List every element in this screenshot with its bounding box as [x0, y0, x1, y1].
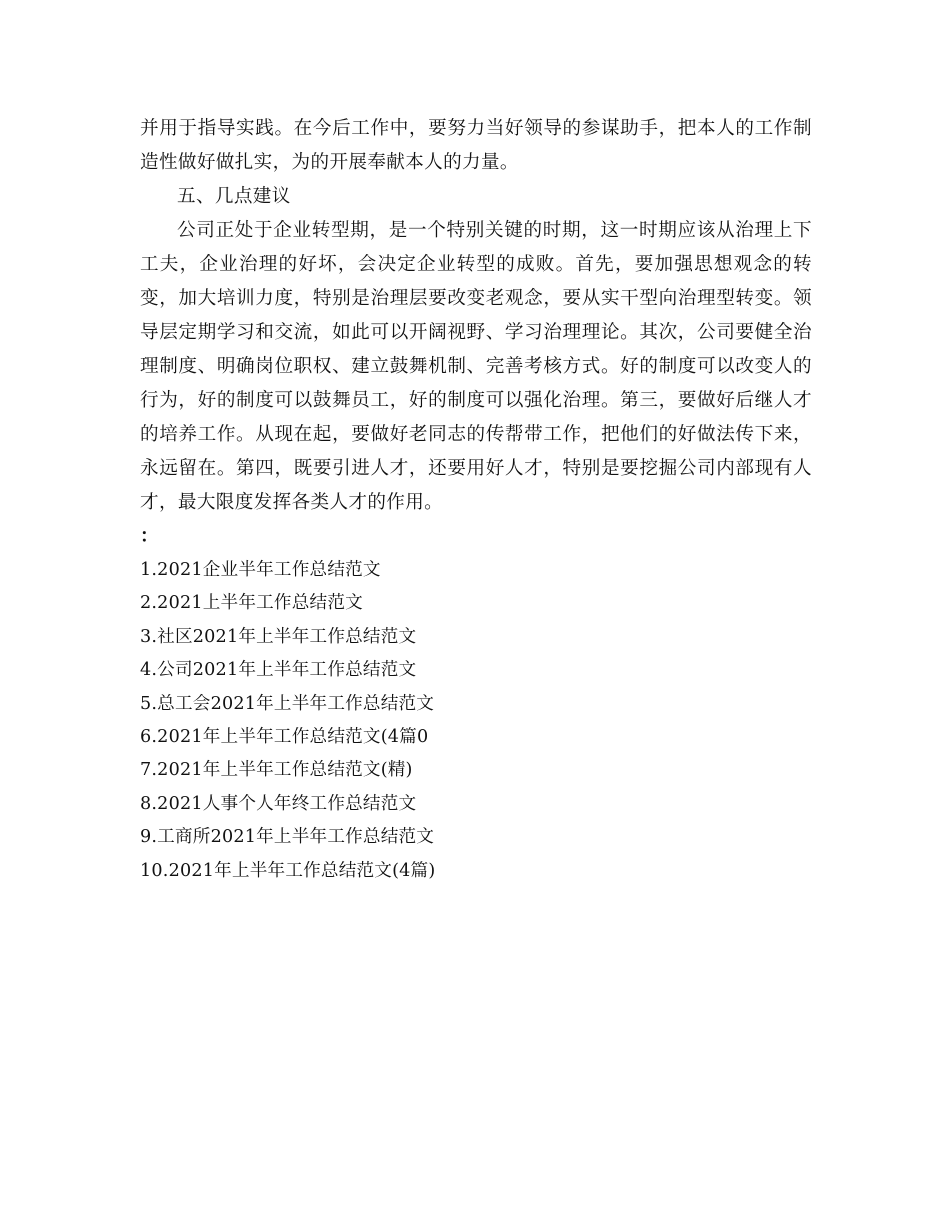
related-article-link[interactable]: 3.社区2021年上半年工作总结范文 [140, 626, 417, 647]
related-article-link[interactable]: 9.工商所2021年上半年工作总结范文 [140, 827, 435, 848]
related-articles-list [140, 554, 812, 888]
related-article-link[interactable]: 6.2021年上半年工作总结范文(4篇0 [140, 727, 429, 748]
paragraph-continuation: 并用于指导实践。在今后工作中，要努力当好领导的参谋助手，把本人的工作制造性做好做扎实，为的开展奉献本人的力量。 [140, 118, 812, 173]
related-article-link[interactable]: 7.2021年上半年工作总结范文(精) [140, 760, 413, 781]
section-heading: 五、几点建议 [177, 186, 291, 207]
related-article-link[interactable]: 5.总工会2021年上半年工作总结范文 [140, 693, 435, 714]
related-list-marker: ： [140, 526, 159, 547]
related-article-link[interactable]: 8.2021人事个人年终工作总结范文 [140, 793, 417, 814]
document-page [140, 112, 812, 888]
related-article-link[interactable]: 10.2021年上半年工作总结范文(4篇) [140, 860, 436, 881]
related-article-link[interactable]: 1.2021企业半年工作总结范文 [140, 560, 381, 580]
paragraph-suggestions: 公司正处于企业转型期，是一个特别关键的时期，这一时期应该从治理上下工夫，企业治理的好坏，会决定企业转型的成败。首先，要加强思想观念的转变，加大培训力度，特别是治理层要改变老观念，要从实干型向治理型转变。领导层定期学习和交流，如此可以开阔视野、学习治理理论。其次，公司要健全治理制度、明确岗位职权、建立鼓舞机制、完善考核方式。好的制度可以改变人的行为，好的制度可以鼓舞员工，好的制度可以强化治理。第三，要做好后继人才的培养工作。从现在起，要做好老同志的传帮带工作，把他们的好做法传下来，永远留在。第四，既要引进人才，还要用好人才，特别是要挖掘公司内部现有人才，最大限度发挥各类人才的作用。 [140, 220, 812, 513]
related-article-link[interactable]: 4.公司2021年上半年工作总结范文 [140, 660, 417, 681]
related-article-link[interactable]: 2.2021上半年工作总结范文 [140, 593, 363, 614]
